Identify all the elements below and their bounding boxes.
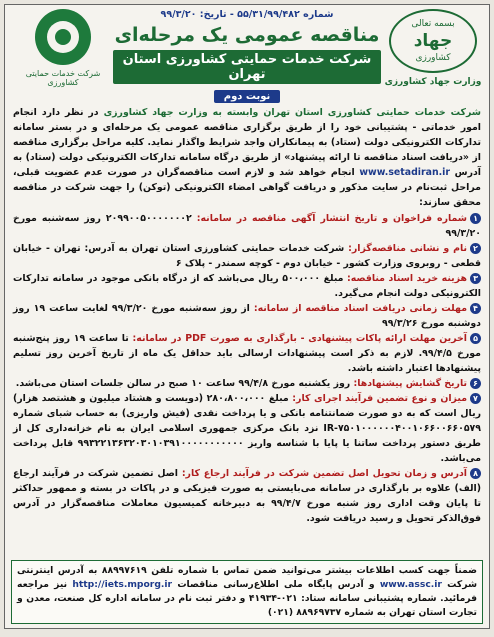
conditions-list: [13, 211, 481, 526]
contact-text-3: نیز مراجعه فرمائید. شماره پشتیبانی سامانه ستاد: ۰۲۱-۴۱۹۳۴ و دفتر ثبت نام در سامانه اداره کل صنعت، معدن و تجارت استان تهران به شماره ۸۸۹۶۹۷۳۷ (۰۲۱): [17, 579, 477, 618]
ministry-caption: وزارت جهاد کشاورزی: [384, 77, 482, 87]
intro-text-2: انجام خواهد شد و لازم است مناقصه‌گران در صورت عدم عضویت قبلی، مراحل ثبت‌نام در سایت مذکور و دریافت گواهی امضاء الکترونیکی (توکن) را جهت شرکت در مناقصه محقق سازند:: [13, 167, 481, 208]
item-label: میزان و نوع تضمین فرآیند اجرای کار:: [292, 393, 467, 404]
item-text: روز یکشنبه مورخ ۹۹/۴/۸ ساعت ۱۰ صبح در سالن جلسات استان می‌باشد.: [15, 378, 354, 389]
item-label: هزینه خرید اسناد مناقصه:: [347, 273, 468, 284]
turn-badge: نوبت دوم: [214, 90, 281, 103]
newspaper-ad: [4, 4, 490, 629]
list-item: [13, 391, 481, 466]
item-text: ۲۰۹۹۰۰۵۰۰۰۰۰۰۰۲ روز سه‌شنبه مورخ ۹۹/۳/۲۰: [13, 213, 481, 239]
item-text: اصل تضمین شرکت در فرآیند ارجاع (الف) علاوه بر بارگذاری در سامانه می‌بایستی به صورت فیزیکی و در پاکات در بسته و ممهور حداکثر تا پایان وقت اداری روز شنبه مورخ ۹۹/۴/۷ به دبیرخانه کمیسیون معاملات مناقصه‌گزار در آدرس فوق‌الذکر تحویل و رسید دریافت شود.: [13, 468, 481, 524]
list-item: [13, 211, 481, 241]
iets-link[interactable]: http://iets.mporg.ir: [72, 579, 173, 590]
list-item: [13, 331, 481, 376]
item-number: ۲: [470, 243, 481, 254]
company-logo: [13, 9, 113, 87]
item-number: ۷: [470, 393, 481, 404]
ad-subtitle: شرکت خدمات حمایتی کشاورزی استان تهران: [113, 50, 381, 84]
title-block: [113, 9, 381, 103]
intro-company: شرکت خدمات حمایتی کشاورزی استان تهران وابسته به وزارت جهاد کشاورزی: [103, 107, 481, 118]
setad-link[interactable]: www.setadiran.ir: [359, 167, 451, 178]
item-label: آدرس و زمان تحویل اصل تضمین شرکت در فرآیند ارجاع کار:: [181, 468, 468, 479]
ministry-logo: [383, 9, 483, 87]
item-number: ۱: [470, 213, 481, 224]
intro-text-1: در نظر دارد انجام امور خدماتی - پشتیبانی خود را از طریق برگزاری مناقصه عمومی یک مرحله‌ای و در بستر سامانه تدارکات الکترونیکی دولت (ستاد) به پیمانکاران واجد شرایط واگذار نماید. کلیه مراحل برگزاری مناقصه از «دریافت اسناد مناقصه تا ارائه پیشنهاد» از طریق درگاه سامانه تدارکات الکترونیکی دولت (ستاد) به آدرس: [13, 107, 481, 178]
item-number: ۳: [470, 273, 481, 284]
ad-body: [5, 105, 489, 526]
item-label: تاریخ گشایش پیشنهادها:: [353, 378, 467, 389]
list-item: [13, 271, 481, 301]
list-item: [13, 376, 481, 391]
list-item: [13, 466, 481, 526]
company-emblem-icon: [35, 9, 91, 65]
list-item: [13, 301, 481, 331]
list-item: [13, 241, 481, 271]
ad-header: [5, 5, 489, 105]
item-number: ۶: [470, 378, 481, 389]
item-label: نام و نشانی مناقصه‌گزار:: [348, 243, 467, 254]
item-text: مبلغ ۵۰۰،۰۰۰ ریال می‌باشد که از درگاه بانکی موجود در سامانه تدارکات الکترونیکی دولت انجام می‌گیرد.: [13, 273, 481, 299]
company-caption: شرکت خدمات حمایتی کشاورزی: [25, 69, 101, 87]
contact-text-1: ضمناً جهت کسب اطلاعات بیشتر می‌توانید ضمن تماس با شماره تلفن ۸۸۹۹۷۶۱۹ به آدرس اینترنتی شرکت: [17, 565, 477, 590]
item-label: آخرین مهلت ارائه پاکات پیشنهادی - بارگذاری به صورت PDF در سامانه:: [132, 333, 468, 344]
item-number: ۵: [470, 333, 481, 344]
item-label: مهلت زمانی دریافت اسناد مناقصه از سامانه:: [253, 303, 467, 314]
ad-title: مناقصه عمومی یک مرحله‌ای: [114, 24, 380, 46]
item-label: شماره فراخوان و تاریخ انتشار آگهی مناقصه در سامانه:: [196, 213, 468, 224]
contact-text-2: و آدرس پایگاه ملی اطلاع‌رسانی مناقصات: [172, 579, 380, 590]
item-number: ۸: [470, 468, 481, 479]
intro-paragraph: [13, 105, 481, 210]
item-text: تا ساعت ۱۹ روز پنج‌شنبه مورخ ۹۹/۴/۵. لازم به ذکر است پیشنهادات ارسالی باید حداقل یک ماه از تاریخ آخرین روز تسلیم پیشنهادها اعتبار داشته باشد.: [13, 333, 481, 374]
item-text: مبلغ ۲۸۰،۸۰۰،۰۰۰ (دویست و هشتاد میلیون و هشتصد هزار) ریال است که به دو صورت ضمانتنامه بانکی و یا پرداخت نقدی (فیش واریزی) به حساب شبای شماره IR-۷۵۰۱۰۰۰۰۰۰۴۰۰۱۰۶۶۰۰۶۶۰۵۷۹ نزد بانک مرکزی جمهوری اسلامی ایران به نام خزانه‌داری کل از طریق دستور پرداخت ساتنا یا پایا با شناسه واریز ۹۹۳۲۲۱۳۶۳۲۰۳۰۱۰۳۹۱۰۰۰۰۰۰۰۰۰۰۰ قابل پرداخت می‌باشد.: [13, 393, 481, 464]
item-number: ۴: [470, 303, 481, 314]
item-text: از روز سه‌شنبه مورخ ۹۹/۳/۲۰ لغایت ساعت ۱۹ روز دوشنبه مورخ ۹۹/۳/۲۶: [13, 303, 481, 329]
contact-box: [11, 560, 483, 624]
item-text: شرکت خدمات حمایتی کشاورزی استان تهران به آدرس: تهران - خیابان قطعی - روبروی وزارت کشور - خیابان دوم - کوچه سمندر - پلاک ۶: [13, 243, 481, 269]
reference-number: شماره ۵۵/۳۱/۹۹/۴۸۲ - تاریخ: ۹۹/۳/۲۰: [160, 9, 334, 20]
assc-link[interactable]: www.assc.ir: [379, 579, 442, 590]
jahad-seal-icon: بسمه تعالی جهاد کشاورزی: [389, 9, 477, 73]
